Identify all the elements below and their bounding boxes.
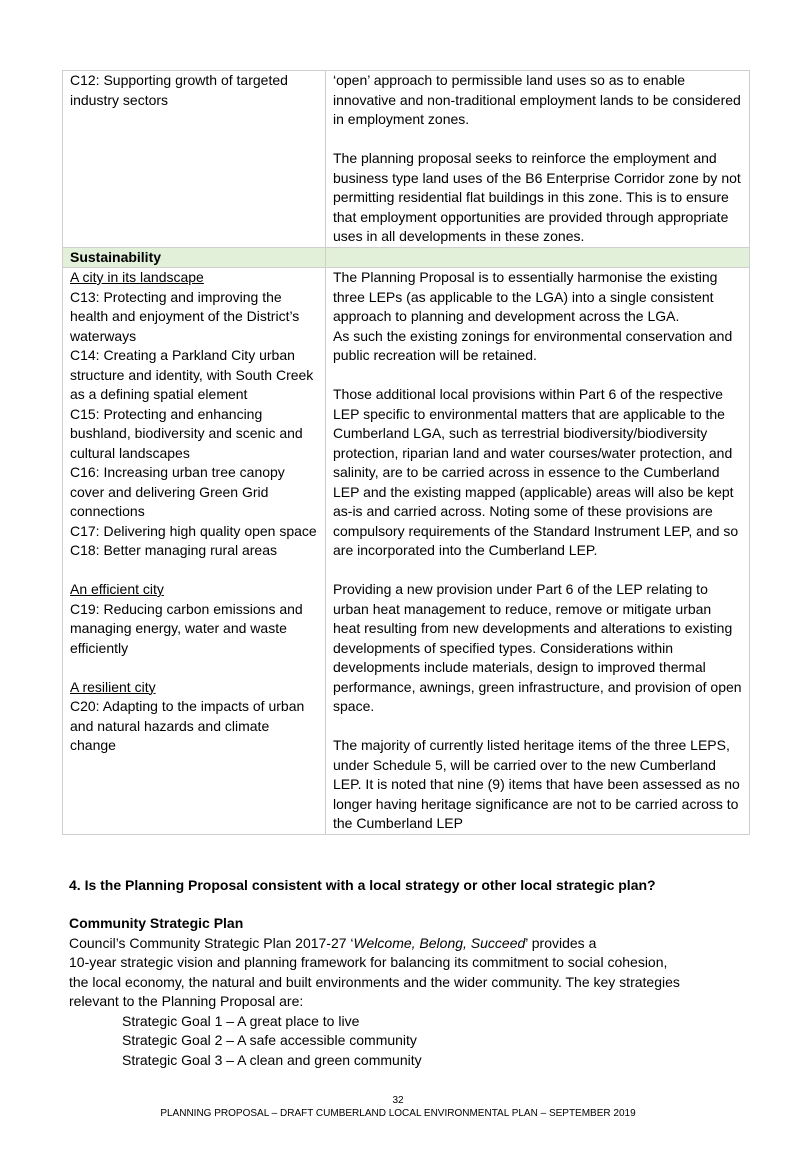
objective-c18: C18: Better managing rural areas <box>70 542 277 558</box>
paragraph: Those additional local provisions within Part 6 of the respective LEP specific to environmental matters that are applicable to the Cumberland LGA, such as terrestrial biodiversity/biodiversity protection, riparian land and water courses/water protection, and salinity, are to be carried across in essence to the Cumberland LEP and the existing mapped (applicable) areas will also be kept as-is and carried across. Noting some of these provisions are compulsory requirements of the Standard Instrument LEP, and so are incorporated into the Cumberland LEP. <box>333 386 739 558</box>
objective-c13: C13: Protecting and improving the health and enjoyment of the District’s waterways <box>70 288 300 344</box>
body-line: the local economy, the natural and built environments and the wider community. The key strategies <box>69 973 680 990</box>
section-header-row <box>63 247 750 268</box>
objective-c15: C15: Protecting and enhancing bushland, biodiversity and scenic and cultural landscapes <box>70 405 303 461</box>
paragraph: The planning proposal seeks to reinforce the employment and business type land uses of the B6 Enterprise Corridor zone by not permitting residential flat buildings in this zone. This is to ensure that employment opportunities are provided through appropriate uses in all developments in these zones. <box>333 150 741 244</box>
intro-line <box>69 934 759 954</box>
objective-c16: C16: Increasing urban tree canopy cover and delivering Green Grid connections <box>70 464 285 519</box>
section-header: Sustainability <box>63 247 326 268</box>
table-cell-right <box>326 268 750 835</box>
intro-text: ’ provides a <box>525 934 597 951</box>
objective-c17: C17: Delivering high quality open space <box>70 522 317 539</box>
table-row <box>63 268 750 835</box>
objective-c14: C14: Creating a Parkland City urban structure and identity, with South Creek as a defining spatial element <box>70 347 314 402</box>
strategic-goal: Strategic Goal 2 – A safe accessible community <box>122 1032 417 1048</box>
intro-text: Council’s Community Strategic Plan 2017-27 ‘ <box>69 934 354 951</box>
objective-c12: C12: Supporting growth of targeted industry sectors <box>70 72 288 108</box>
table-cell-left <box>63 268 326 835</box>
paragraph: The majority of currently listed heritage items of the three LEPS, under Schedule 5, will be carried over to the new Cumberland LEP. It is noted that nine (9) items that have been assessed as no longer having heritage significance are not to be carried across to the Cumberland LEP <box>333 737 740 831</box>
paragraph: As such the existing zonings for environmental conservation and public recreation will be retained. <box>333 327 733 363</box>
objective-c19: C19: Reducing carbon emissions and managing energy, water and waste efficiently <box>70 600 303 656</box>
footer-title: PLANNING PROPOSAL – DRAFT CUMBERLAND LOCAL ENVIRONMENTAL PLAN – SEPTEMBER 2019 <box>160 1108 636 1119</box>
page-footer <box>0 1094 796 1120</box>
question-heading: 4. Is the Planning Proposal consistent with a local strategy or other local strategic plan? <box>69 877 656 893</box>
table-row <box>63 71 750 248</box>
table-cell-right <box>326 71 750 248</box>
body-line: 10-year strategic vision and planning framework for balancing its commitment to social cohesion, <box>69 954 668 970</box>
plan-title: Welcome, Belong, Succeed <box>353 934 526 951</box>
strategic-goal: Strategic Goal 3 – A clean and green community <box>122 1051 422 1068</box>
community-strategic-plan-section <box>69 914 759 1070</box>
body-line: relevant to the Planning Proposal are: <box>69 993 304 1009</box>
paragraph: Providing a new provision under Part 6 of the LEP relating to urban heat management to reduce, remove or mitigate urban heat resulting from new developments and alterations to existing developments of specified types. Considerations within developments include materials, design to improved thermal performance, awnings, green infrastructure, and provision of open space. <box>333 581 742 714</box>
strategic-goal: Strategic Goal 1 – A great place to live <box>122 1012 360 1029</box>
objective-c20: C20: Adapting to the impacts of urban and natural hazards and climate change <box>70 698 305 753</box>
page-number: 32 <box>392 1095 404 1106</box>
paragraph: The Planning Proposal is to essentially harmonise the existing three LEPs (as applicable to the LGA) into a single consistent approach to planning and development across the LGA. <box>333 269 718 324</box>
table-cell-left <box>63 71 326 248</box>
consistency-table <box>62 70 750 835</box>
section-heading: Community Strategic Plan <box>69 915 244 931</box>
paragraph: ‘open’ approach to permissible land uses so as to enable innovative and non-traditional employment lands to be considered in employment zones. <box>333 72 741 127</box>
subheading-city-landscape: A city in its landscape <box>70 269 204 285</box>
section-header-empty <box>326 247 750 268</box>
subheading-resilient-city: A resilient city <box>70 678 156 695</box>
subheading-efficient-city: An efficient city <box>70 581 164 597</box>
